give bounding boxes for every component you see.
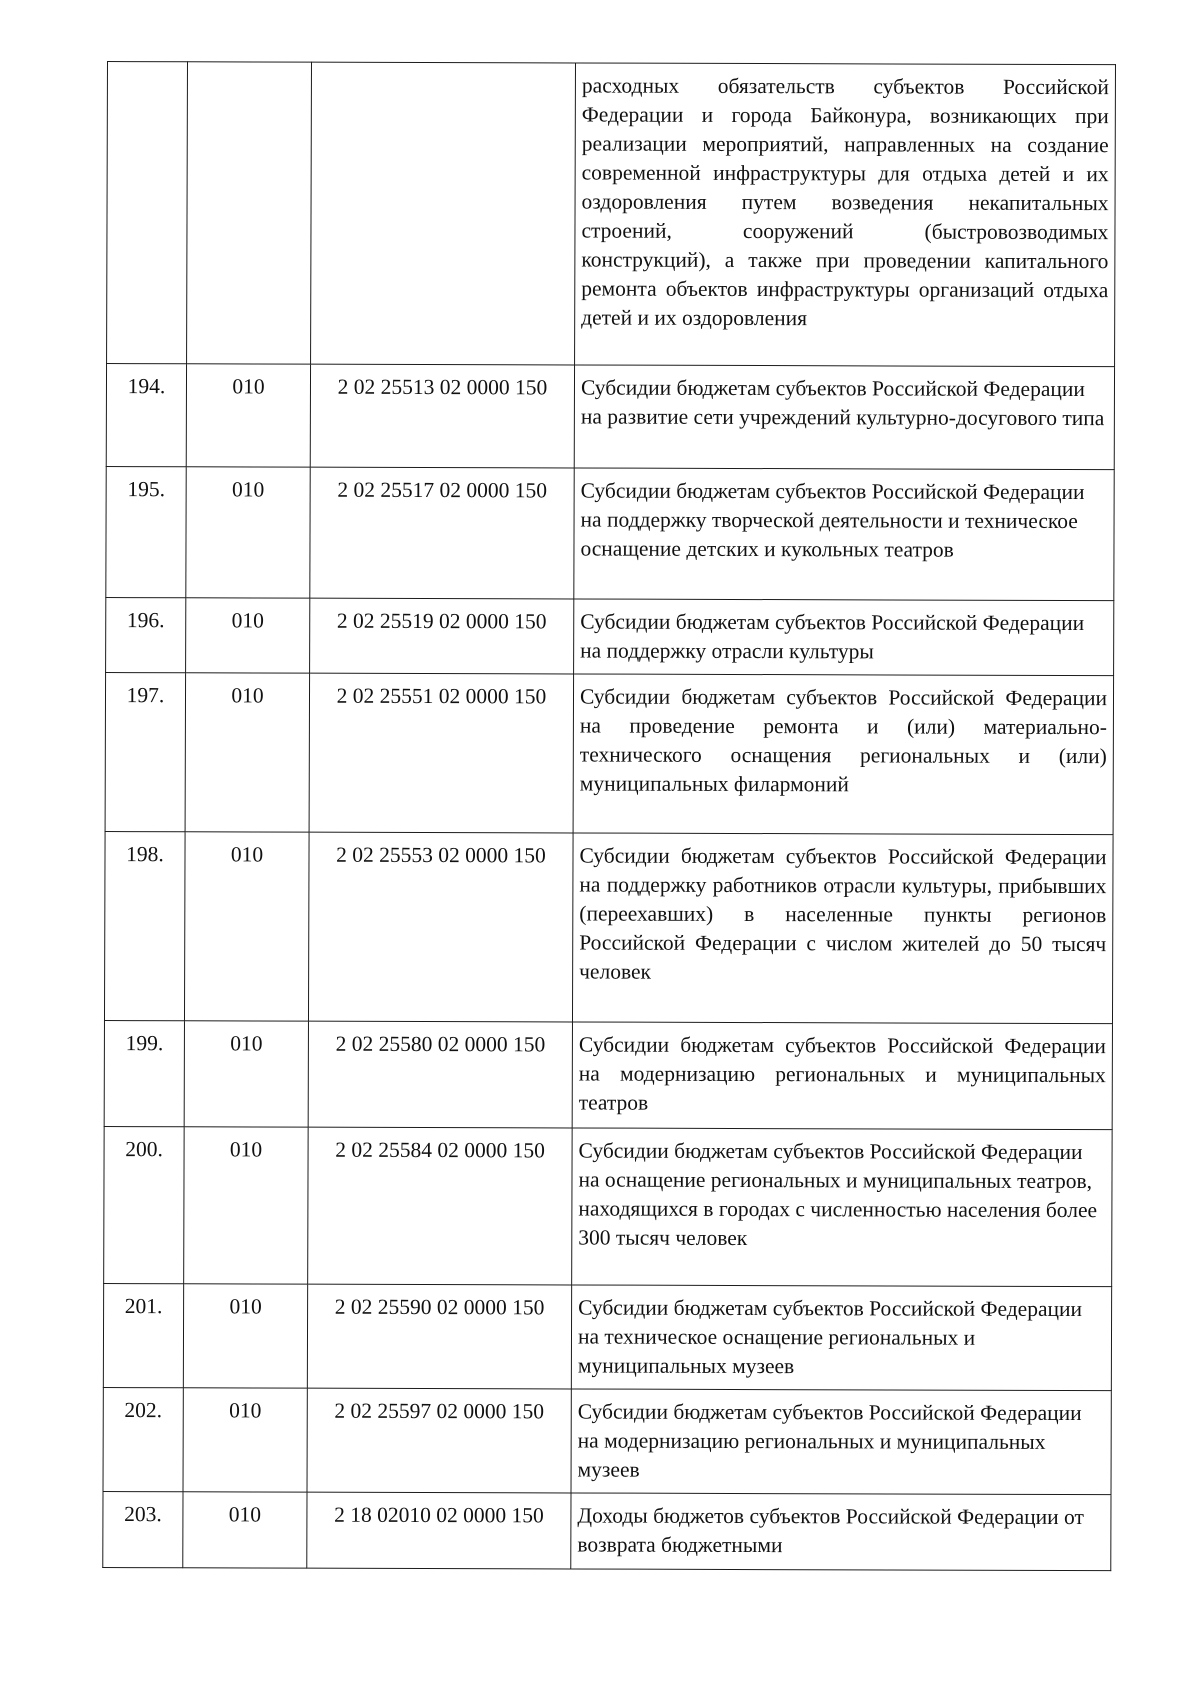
table-row xyxy=(103,1283,1111,1390)
table-row xyxy=(106,364,1114,470)
row-number-cell: 202. xyxy=(103,1387,183,1491)
table-row xyxy=(104,831,1113,1023)
admin-code-cell: 010 xyxy=(183,1492,307,1568)
row-number-cell: 197. xyxy=(105,672,185,831)
description-cell: Субсидии бюджетам субъектов Российской Федерации на техническое оснащение региональных и муниципальных музеев xyxy=(571,1285,1111,1391)
admin-code-cell: 010 xyxy=(183,1388,307,1492)
row-number-cell: 194. xyxy=(106,364,186,467)
admin-code-cell: 010 xyxy=(184,1127,308,1284)
kbk-code-cell: 2 02 25551 02 0000 150 xyxy=(309,673,573,833)
table-row-continuation xyxy=(107,62,1116,367)
kbk-code-cell: 2 02 25519 02 0000 150 xyxy=(310,598,574,674)
table-row xyxy=(103,1491,1111,1570)
admin-code-cell xyxy=(187,62,312,364)
admin-code-cell: 010 xyxy=(184,832,309,1021)
admin-code-cell: 010 xyxy=(186,598,310,673)
kbk-code-cell: 2 02 25597 02 0000 150 xyxy=(307,1388,571,1493)
table-row xyxy=(106,597,1114,675)
admin-code-cell: 010 xyxy=(186,364,310,467)
row-number-cell xyxy=(107,62,188,364)
kbk-code-cell: 2 02 25513 02 0000 150 xyxy=(310,364,574,468)
description-cell: Субсидии бюджетам субъектов Российской Федерации на поддержку творческой деятельности и техническое оснащение детских и кукольных театров xyxy=(574,468,1114,601)
kbk-code-cell: 2 02 25553 02 0000 150 xyxy=(308,832,573,1022)
admin-code-cell: 010 xyxy=(183,1284,307,1388)
row-number-cell: 199. xyxy=(104,1020,184,1126)
description-cell: Субсидии бюджетам субъектов Российской Федерации на модернизацию региональных и муниципальных музеев xyxy=(571,1389,1111,1495)
kbk-code-cell: 2 18 02010 02 0000 150 xyxy=(307,1492,571,1569)
description-cell: Субсидии бюджетам субъектов Российской Федерации на оснащение региональных и муниципальных театров, находящихся в городах с численностью населения более 300 тысяч человек xyxy=(572,1128,1112,1287)
kbk-code-cell xyxy=(311,62,576,365)
table-row xyxy=(104,1126,1112,1286)
table-row xyxy=(106,466,1114,600)
row-number-cell: 203. xyxy=(103,1491,183,1567)
row-number-cell: 201. xyxy=(103,1283,183,1387)
kbk-code-cell: 2 02 25584 02 0000 150 xyxy=(308,1127,572,1285)
budget-classification-table xyxy=(102,61,1116,1571)
row-number-cell: 195. xyxy=(106,466,186,597)
kbk-code-cell: 2 02 25517 02 0000 150 xyxy=(310,467,574,599)
row-number-cell: 200. xyxy=(104,1126,184,1283)
description-cell: Субсидии бюджетам субъектов Российской Федерации на развитие сети учреждений культурно-досугового типа xyxy=(574,365,1114,470)
table-row xyxy=(104,1020,1112,1129)
table-row xyxy=(103,1387,1111,1494)
description-cell: Доходы бюджетов субъектов Российской Федерации от возврата бюджетными xyxy=(571,1493,1111,1571)
description-cell: Субсидии бюджетам субъектов Российской Федерации на поддержку отрасли культуры xyxy=(574,599,1114,676)
description-cell: расходных обязательств субъектов Российской Федерации и города Байконура, возникающих при реализации мероприятий, направленных на создание современной инфраструктуры для отдыха детей и их оздоровления путем возведения некапитальных строений, сооружений (быстровозводимых конструкций), а также при проведении капитального ремонта объектов инфраструктуры организаций отдыха детей и их оздоровления xyxy=(575,63,1116,367)
kbk-code-cell: 2 02 25580 02 0000 150 xyxy=(308,1021,572,1128)
kbk-code-cell: 2 02 25590 02 0000 150 xyxy=(307,1284,571,1389)
row-number-cell: 196. xyxy=(106,597,186,672)
admin-code-cell: 010 xyxy=(186,467,310,598)
table-row xyxy=(105,672,1113,834)
description-cell: Субсидии бюджетам субъектов Российской Федерации на модернизацию региональных и муниципальных театров xyxy=(572,1022,1112,1130)
description-cell: Субсидии бюджетам субъектов Российской Федерации на проведение ремонта и (или) материально-технического оснащения региональных и (или) муниципальных филармоний xyxy=(573,674,1113,835)
description-cell: Субсидии бюджетам субъектов Российской Федерации на поддержку работников отрасли культуры, прибывших (переехавших) в населенные пункты регионов Российской Федерации с числом жителей до 50 тысяч человек xyxy=(572,833,1113,1024)
admin-code-cell: 010 xyxy=(184,1021,308,1127)
admin-code-cell: 010 xyxy=(185,673,309,832)
row-number-cell: 198. xyxy=(104,831,185,1020)
